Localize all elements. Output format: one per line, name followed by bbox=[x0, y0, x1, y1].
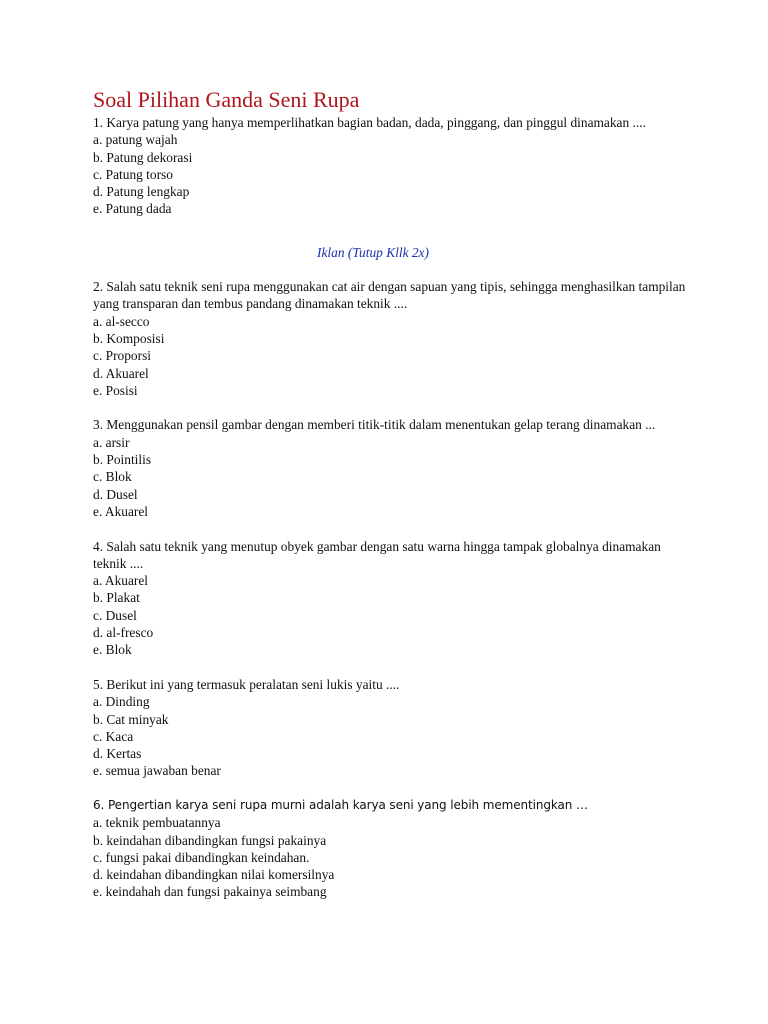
option-a: a. arsir bbox=[93, 434, 130, 450]
question-6 bbox=[93, 797, 693, 901]
question-text: 2. Salah satu teknik seni rupa menggunakan cat air dengan sapuan yang tipis, sehingga menghasilkan tampilan yang transparan dan tembus pandang dinamakan teknik .... bbox=[93, 279, 686, 312]
option-e: e. semua jawaban benar bbox=[93, 763, 221, 779]
option-list bbox=[93, 313, 693, 399]
option-b: b. Komposisi bbox=[93, 330, 165, 346]
ad-close-link[interactable]: Iklan (Tutup Kllk 2x) bbox=[317, 244, 429, 260]
option-list bbox=[93, 572, 693, 658]
option-d: d. al-fresco bbox=[93, 625, 154, 641]
spacer bbox=[93, 659, 693, 676]
option-d: d. Akuarel bbox=[93, 365, 149, 381]
option-list bbox=[93, 434, 693, 520]
question-1 bbox=[93, 114, 693, 218]
option-a: a. al-secco bbox=[93, 313, 150, 329]
option-list bbox=[93, 693, 693, 779]
question-5 bbox=[93, 676, 693, 780]
option-e: e. Posisi bbox=[93, 382, 138, 398]
option-d: d. keindahan dibandingkan nilai komersilnya bbox=[93, 867, 335, 883]
question-text: 5. Berikut ini yang termasuk peralatan seni lukis yaitu .... bbox=[93, 676, 400, 692]
option-d: d. Kertas bbox=[93, 746, 142, 762]
option-e: e. Blok bbox=[93, 642, 132, 658]
option-list bbox=[93, 814, 693, 900]
option-c: c. Kaca bbox=[93, 728, 134, 744]
question-text: 6. Pengertian karya seni rupa murni adalah karya seni yang lebih mementingkan … bbox=[93, 797, 588, 812]
page-title: Soal Pilihan Ganda Seni Rupa bbox=[93, 87, 360, 112]
option-c: c. Dusel bbox=[93, 607, 137, 623]
option-b: b. Cat minyak bbox=[93, 711, 169, 727]
spacer bbox=[93, 399, 693, 416]
document-page bbox=[93, 86, 693, 901]
question-text: 4. Salah satu teknik yang menutup obyek gambar dengan satu warna hingga tampak globalnya dinamakan teknik .... bbox=[93, 538, 661, 571]
question-text: 3. Menggunakan pensil gambar dengan memberi titik-titik dalam menentukan gelap terang dinamakan ... bbox=[93, 417, 656, 433]
option-a: a. Dinding bbox=[93, 694, 150, 710]
option-e: e. Patung dada bbox=[93, 201, 172, 217]
option-list bbox=[93, 131, 693, 217]
option-e: e. keindahah dan fungsi pakainya seimbang bbox=[93, 884, 327, 900]
spacer bbox=[93, 520, 693, 537]
option-c: c. fungsi pakai dibandingkan keindahan. bbox=[93, 849, 310, 865]
option-d: d. Patung lengkap bbox=[93, 184, 190, 200]
option-e: e. Akuarel bbox=[93, 503, 149, 519]
option-c: c. Blok bbox=[93, 469, 132, 485]
question-text: 1. Karya patung yang hanya memperlihatkan bagian badan, dada, pinggang, dan pinggul dinamakan .... bbox=[93, 115, 646, 130]
question-3 bbox=[93, 416, 693, 520]
option-b: b. Pointilis bbox=[93, 452, 152, 468]
option-b: b. Patung dekorasi bbox=[93, 149, 193, 165]
question-2 bbox=[93, 278, 693, 399]
option-b: b. Plakat bbox=[93, 590, 140, 606]
option-a: a. patung wajah bbox=[93, 132, 178, 148]
option-a: a. Akuarel bbox=[93, 573, 149, 589]
option-b: b. keindahan dibandingkan fungsi pakainya bbox=[93, 832, 327, 848]
question-4 bbox=[93, 538, 693, 659]
option-d: d. Dusel bbox=[93, 486, 138, 502]
option-c: c. Patung torso bbox=[93, 166, 173, 182]
spacer bbox=[93, 780, 693, 797]
option-c: c. Proporsi bbox=[93, 348, 152, 364]
option-a: a. teknik pembuatannya bbox=[93, 815, 221, 831]
